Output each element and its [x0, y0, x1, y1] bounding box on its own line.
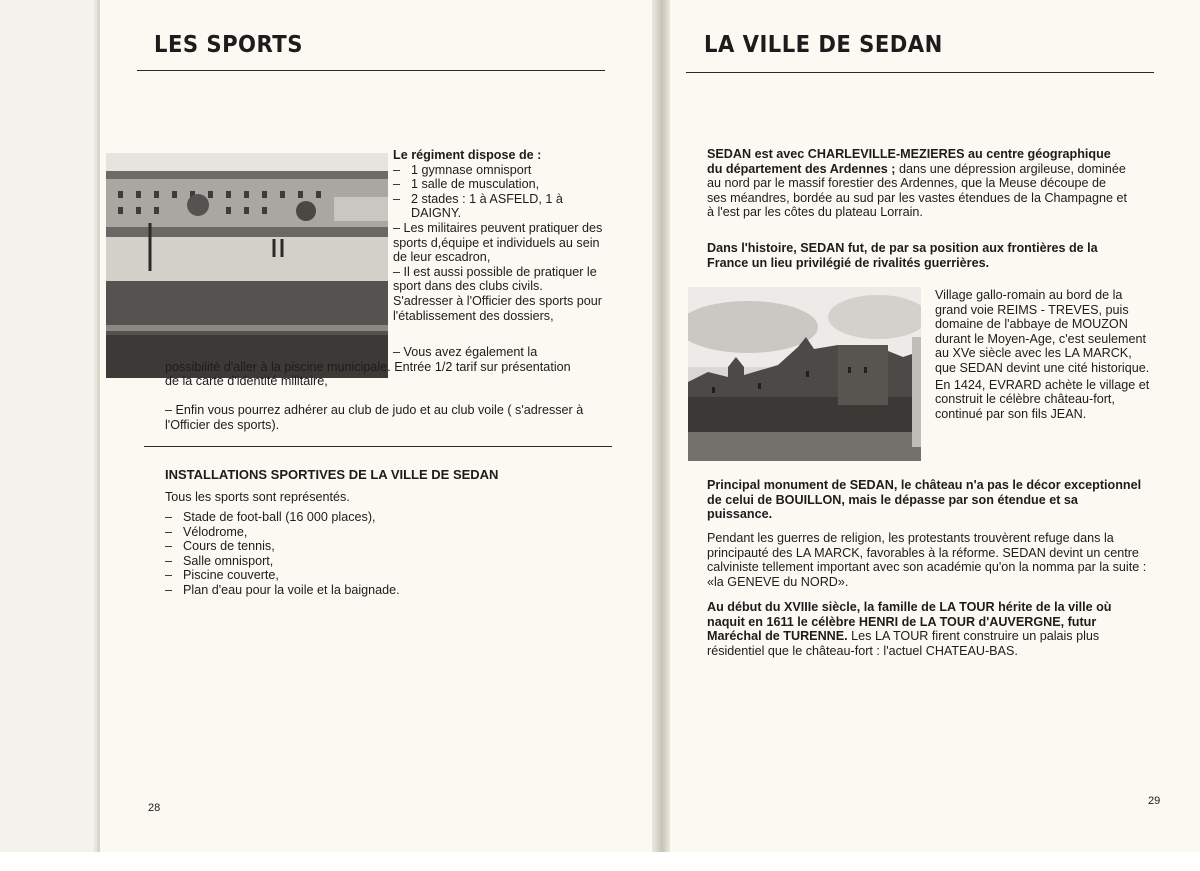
list-item: – Plan d'eau pour la voile et la baignade. [165, 583, 585, 598]
castle-paragraph: Village gallo-romain au bord de la grand voie REIMS - TREVES, puis domaine de l'abbaye de MOUZON durant le Moyen-Age, c'est seulement au XVe siècle avec les LA MARCK, que SEDAN devint une cité historique. [935, 288, 1150, 375]
left-heading-rule [137, 70, 605, 71]
right-page-heading: LA VILLE DE SEDAN [704, 32, 943, 58]
sports-paragraph: – Il est aussi possible de pratiquer le sport dans des clubs civils. S'adresser à l'Officier des sports pour l'établissement des dossiers, [393, 264, 602, 323]
list-item: – Salle omnisport, [165, 554, 585, 569]
sports-paragraph: – Les militaires peuvent pratiquer des sports d,équipe et individuels au sein de leur escadron, [393, 220, 603, 265]
sports-paragraph: – Vous avez également la possibilité d'aller à la piscine municipale. Entrée 1/2 tarif sur présentation de la carte d'identité militaire, [165, 345, 571, 389]
list-item: – Stade de foot-ball (16 000 places), [165, 510, 585, 525]
castle-paragraph: En 1424, EVRARD achète le village et construit le célèbre château-fort, continué par son fils JEAN. [935, 377, 1150, 421]
book-gutter [652, 0, 670, 860]
sedan-castle-photo [688, 287, 921, 461]
section-title: INSTALLATIONS SPORTIVES DE LA VILLE DE SEDAN [165, 467, 499, 482]
latour-paragraph [707, 600, 1137, 658]
castle-history-block [935, 288, 1150, 421]
monument-paragraph: Principal monument de SEDAN, le château n'a pas le décor exceptionnel de celui de BOUILLON, mais le dépasse par son étendue et sa puissance. [707, 478, 1142, 522]
latour-rest: Les LA TOUR firent construire un palais plus résidentiel que le château-fort : l'actuel CHATEAU-BAS. [707, 629, 1100, 658]
geography-lead: SEDAN est avec CHARLEVILLE-MEZIERES au centre géographique du département des Ardennes ; [707, 147, 1111, 176]
regiment-intro: Le régiment dispose de : [393, 148, 542, 162]
religion-paragraph: Pendant les guerres de religion, les protestants trouvèrent refuge dans la principauté des LA MARCK, favorables à la réforme. SEDAN devint un centre calviniste tellement important avec son académie qu'on la nomma par la suite : «la GENEVE du NORD». [707, 531, 1147, 589]
history-paragraph: Dans l'histoire, SEDAN fut, de par sa position aux frontières de la France un lieu privilégié de rivalités guerrières. [707, 241, 1098, 270]
right-heading-rule [686, 72, 1154, 73]
page-number-left: 28 [148, 802, 161, 814]
sports-paragraph: – Enfin vous pourrez adhérer au club de judo et au club voile ( s'adresser à l'Officier des sports). [165, 403, 584, 432]
geography-rest: dans une dépression argileuse, dominée au nord par le massif forestier des Ardennes, que la Meuse découpe de ses méandres, bordée au sud par les vastes étendues de la Champagne et à l'est par les côtes du plateau Lorrain. [707, 161, 1128, 220]
list-item: – 1 gymnase omnisport [393, 163, 603, 178]
list-item: – Cours de tennis, [165, 539, 585, 554]
scan-margin [0, 852, 1200, 871]
regiment-facilities-block [393, 148, 603, 323]
geography-paragraph [707, 147, 1129, 220]
left-page-heading: LES SPORTS [154, 32, 303, 58]
list-item: – 1 salle de musculation, [393, 177, 603, 192]
regiment-facilities-list [393, 163, 603, 221]
page-number-right: 29 [1148, 795, 1161, 807]
list-item: – Piscine couverte, [165, 568, 585, 583]
latour-lead: Au début du XVIIIe siècle, la famille de LA TOUR hérite de la ville où naquit en 1611 le célèbre HENRI de LA TOUR d'AUVERGNE, futur Maréchal de TURENNE. [707, 600, 1112, 644]
list-item: – Vélodrome, [165, 525, 585, 540]
section-rule [144, 446, 612, 447]
section-intro: Tous les sports sont représentés. [165, 490, 350, 504]
installations-list [165, 510, 585, 598]
list-item: – 2 stades : 1 à ASFELD, 1 à DAIGNY. [393, 192, 603, 221]
